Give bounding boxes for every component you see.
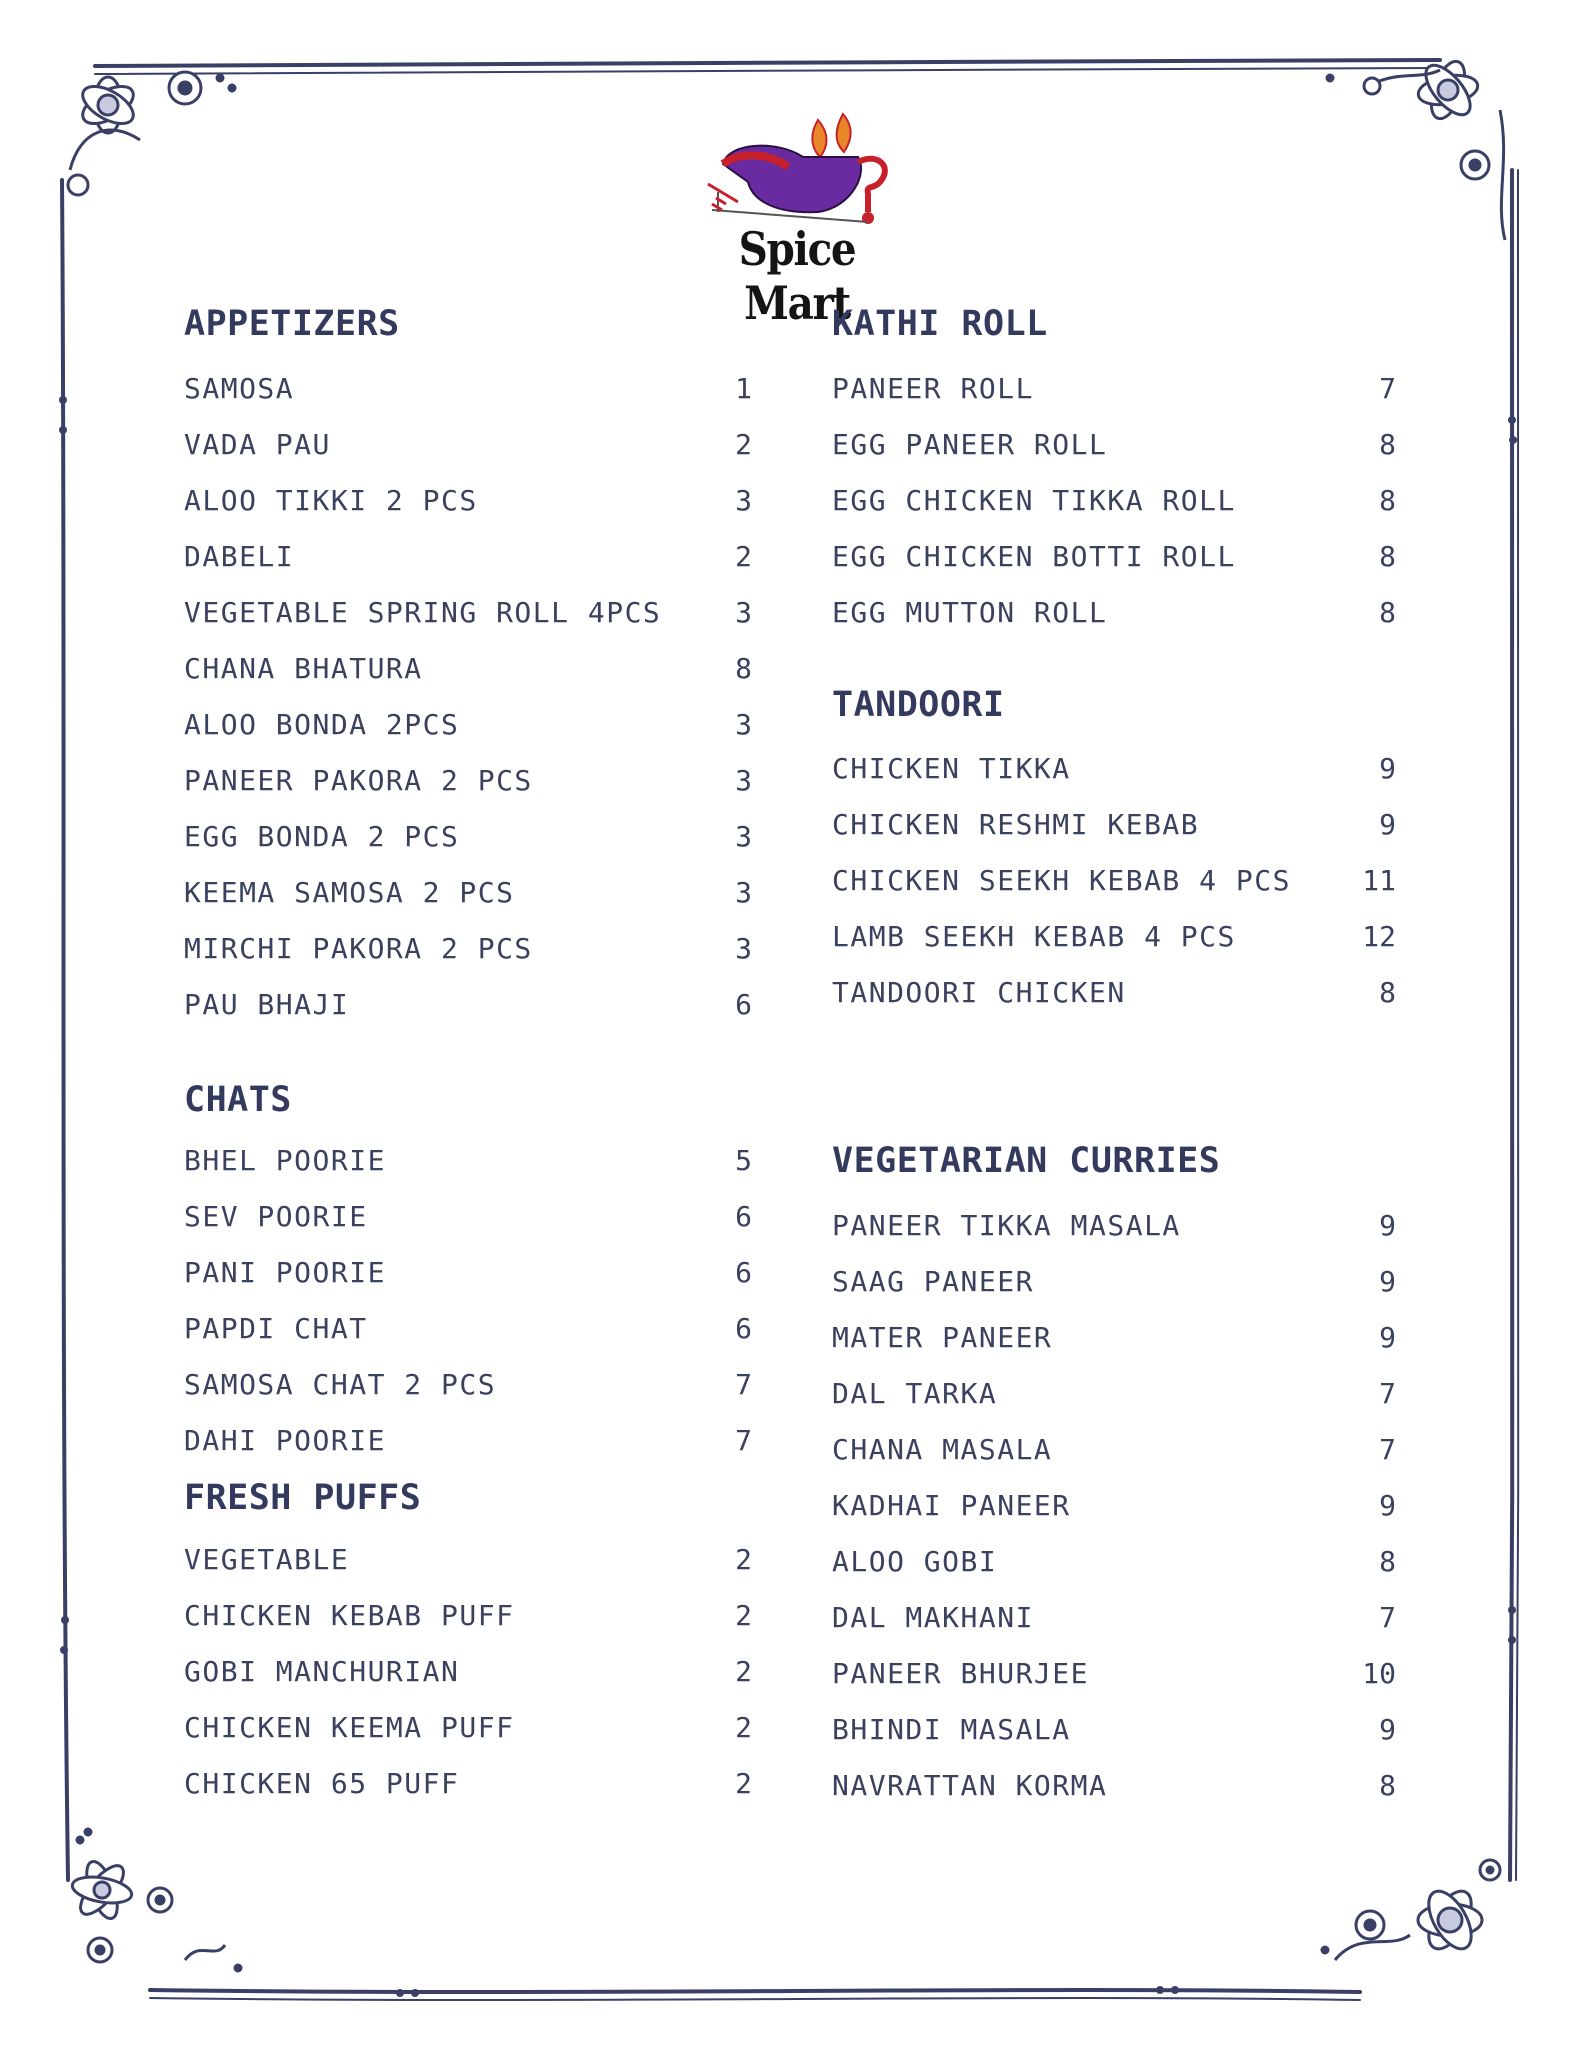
item-name: MIRCHI PAKORA 2 PCS bbox=[184, 932, 533, 965]
item-name: PAPDI CHAT bbox=[184, 1312, 368, 1345]
flower-corner-bottom-right bbox=[1322, 1860, 1500, 1960]
menu-item bbox=[832, 1769, 1396, 1809]
item-name: PANI POORIE bbox=[184, 1256, 386, 1289]
menu-item bbox=[184, 1312, 752, 1352]
menu-item bbox=[184, 1655, 752, 1695]
item-price: 7 bbox=[735, 1368, 752, 1401]
menu-item bbox=[832, 1601, 1396, 1641]
menu-item bbox=[184, 1711, 752, 1751]
section-title: APPETIZERS bbox=[184, 304, 400, 344]
menu-item bbox=[832, 484, 1396, 524]
item-name: LAMB SEEKH KEBAB 4 PCS bbox=[832, 920, 1236, 953]
brand-logo bbox=[668, 112, 926, 330]
menu-item bbox=[184, 820, 752, 860]
item-name: DAL TARKA bbox=[832, 1377, 998, 1410]
menu-item bbox=[184, 1767, 752, 1807]
item-price: 3 bbox=[735, 820, 752, 853]
item-price: 2 bbox=[735, 1599, 752, 1632]
item-price: 6 bbox=[735, 988, 752, 1021]
item-price: 3 bbox=[735, 708, 752, 741]
item-price: 2 bbox=[735, 540, 752, 573]
menu-item bbox=[832, 1657, 1396, 1697]
item-price: 6 bbox=[735, 1312, 752, 1345]
item-name: BHINDI MASALA bbox=[832, 1713, 1071, 1746]
item-price: 8 bbox=[1379, 428, 1396, 461]
item-name: PANEER PAKORA 2 PCS bbox=[184, 764, 533, 797]
item-price: 8 bbox=[1379, 1769, 1396, 1802]
item-price: 7 bbox=[1379, 1377, 1396, 1410]
item-name: PANEER ROLL bbox=[832, 372, 1034, 405]
item-price: 6 bbox=[735, 1200, 752, 1233]
menu-item bbox=[184, 540, 752, 580]
item-price: 2 bbox=[735, 1711, 752, 1744]
menu-item bbox=[832, 1545, 1396, 1585]
menu-item bbox=[184, 596, 752, 636]
menu-item bbox=[832, 372, 1396, 412]
menu-item bbox=[184, 764, 752, 804]
menu-item bbox=[832, 428, 1396, 468]
item-price: 5 bbox=[735, 1144, 752, 1177]
item-name: CHICKEN RESHMI KEBAB bbox=[832, 808, 1200, 841]
item-name: CHICKEN 65 PUFF bbox=[184, 1767, 460, 1800]
menu-item bbox=[184, 484, 752, 524]
item-name: SAMOSA bbox=[184, 372, 295, 405]
item-price: 9 bbox=[1379, 1209, 1396, 1242]
item-name: CHICKEN KEEMA PUFF bbox=[184, 1711, 515, 1744]
item-name: CHICKEN SEEKH KEBAB 4 PCS bbox=[832, 864, 1291, 897]
menu-item bbox=[832, 920, 1396, 960]
item-price: 8 bbox=[735, 652, 752, 685]
item-name: ALOO GOBI bbox=[832, 1545, 998, 1578]
section-title: KATHI ROLL bbox=[832, 304, 1048, 344]
item-name: EGG CHICKEN BOTTI ROLL bbox=[832, 540, 1236, 573]
item-name: VEGETABLE bbox=[184, 1543, 350, 1576]
menu-item bbox=[184, 1543, 752, 1583]
item-price: 2 bbox=[735, 1655, 752, 1688]
item-name: CHANA BHATURA bbox=[184, 652, 423, 685]
item-name: VEGETABLE SPRING ROLL 4PCS bbox=[184, 596, 662, 629]
menu-item bbox=[832, 1713, 1396, 1753]
section-title: CHATS bbox=[184, 1080, 292, 1120]
item-name: VADA PAU bbox=[184, 428, 331, 461]
menu-item bbox=[184, 652, 752, 692]
menu-item bbox=[184, 708, 752, 748]
item-price: 11 bbox=[1362, 864, 1396, 897]
item-name: PAU BHAJI bbox=[184, 988, 350, 1021]
item-name: KADHAI PANEER bbox=[832, 1489, 1071, 1522]
item-name: KEEMA SAMOSA 2 PCS bbox=[184, 876, 515, 909]
menu-item bbox=[184, 1144, 752, 1184]
item-price: 3 bbox=[735, 932, 752, 965]
menu-item bbox=[184, 372, 752, 412]
item-name: ALOO BONDA 2PCS bbox=[184, 708, 460, 741]
item-name: EGG CHICKEN TIKKA ROLL bbox=[832, 484, 1236, 517]
item-price: 2 bbox=[735, 1767, 752, 1800]
item-price: 2 bbox=[735, 1543, 752, 1576]
item-price: 8 bbox=[1379, 484, 1396, 517]
menu-item bbox=[832, 1321, 1396, 1361]
flower-corner-top-right bbox=[1327, 57, 1505, 240]
menu-item bbox=[832, 752, 1396, 792]
menu-item bbox=[184, 932, 752, 972]
menu-item bbox=[184, 428, 752, 468]
item-name: NAVRATTAN KORMA bbox=[832, 1769, 1108, 1802]
menu-item bbox=[184, 876, 752, 916]
menu-item bbox=[184, 1368, 752, 1408]
item-price: 9 bbox=[1379, 808, 1396, 841]
menu-item bbox=[832, 864, 1396, 904]
item-price: 6 bbox=[735, 1256, 752, 1289]
item-price: 9 bbox=[1379, 1713, 1396, 1746]
menu-item bbox=[184, 1599, 752, 1639]
item-name: EGG PANEER ROLL bbox=[832, 428, 1108, 461]
item-price: 1 bbox=[735, 372, 752, 405]
menu-item bbox=[832, 1265, 1396, 1305]
item-name: EGG MUTTON ROLL bbox=[832, 596, 1108, 629]
menu-item bbox=[184, 1200, 752, 1240]
item-price: 3 bbox=[735, 596, 752, 629]
item-price: 3 bbox=[735, 764, 752, 797]
item-name: TANDOORI CHICKEN bbox=[832, 976, 1126, 1009]
flower-corner-top-left bbox=[68, 72, 235, 195]
item-name: SEV POORIE bbox=[184, 1200, 368, 1233]
menu-item bbox=[184, 1424, 752, 1464]
menu-item bbox=[832, 1377, 1396, 1417]
item-price: 10 bbox=[1362, 1657, 1396, 1690]
item-name: ALOO TIKKI 2 PCS bbox=[184, 484, 478, 517]
section-title: TANDOORI bbox=[832, 685, 1005, 725]
menu-item bbox=[832, 976, 1396, 1016]
menu-item bbox=[832, 540, 1396, 580]
item-name: DAHI POORIE bbox=[184, 1424, 386, 1457]
item-name: CHICKEN KEBAB PUFF bbox=[184, 1599, 515, 1632]
item-name: EGG BONDA 2 PCS bbox=[184, 820, 460, 853]
item-name: PANEER TIKKA MASALA bbox=[832, 1209, 1181, 1242]
section-title: FRESH PUFFS bbox=[184, 1478, 422, 1518]
menu-item bbox=[832, 596, 1396, 636]
section-title: VEGETARIAN CURRIES bbox=[832, 1141, 1221, 1181]
menu-item bbox=[184, 1256, 752, 1296]
item-price: 3 bbox=[735, 484, 752, 517]
item-name: GOBI MANCHURIAN bbox=[184, 1655, 460, 1688]
brand-name: Spice Mart bbox=[738, 222, 856, 330]
menu-item bbox=[832, 1433, 1396, 1473]
item-name: DABELI bbox=[184, 540, 295, 573]
item-name: MATER PANEER bbox=[832, 1321, 1053, 1354]
item-name: BHEL POORIE bbox=[184, 1144, 386, 1177]
item-price: 3 bbox=[735, 876, 752, 909]
item-price: 9 bbox=[1379, 1265, 1396, 1298]
item-price: 12 bbox=[1362, 920, 1396, 953]
item-name: CHICKEN TIKKA bbox=[832, 752, 1071, 785]
item-price: 9 bbox=[1379, 1489, 1396, 1522]
item-price: 9 bbox=[1379, 1321, 1396, 1354]
item-price: 7 bbox=[1379, 1601, 1396, 1634]
item-name: CHANA MASALA bbox=[832, 1433, 1053, 1466]
menu-item bbox=[832, 1489, 1396, 1529]
item-price: 7 bbox=[1379, 1433, 1396, 1466]
diya-lamp-icon bbox=[668, 112, 926, 232]
item-name: SAAG PANEER bbox=[832, 1265, 1034, 1298]
item-price: 8 bbox=[1379, 540, 1396, 573]
item-name: SAMOSA CHAT 2 PCS bbox=[184, 1368, 497, 1401]
item-price: 8 bbox=[1379, 1545, 1396, 1578]
item-price: 2 bbox=[735, 428, 752, 461]
menu-item bbox=[832, 808, 1396, 848]
menu-item bbox=[832, 1209, 1396, 1249]
item-price: 8 bbox=[1379, 976, 1396, 1009]
item-price: 7 bbox=[1379, 372, 1396, 405]
item-price: 7 bbox=[735, 1424, 752, 1457]
item-price: 8 bbox=[1379, 596, 1396, 629]
menu-item bbox=[184, 988, 752, 1028]
item-name: PANEER BHURJEE bbox=[832, 1657, 1090, 1690]
flower-corner-bottom-left bbox=[70, 1829, 241, 1971]
item-name: DAL MAKHANI bbox=[832, 1601, 1034, 1634]
item-price: 9 bbox=[1379, 752, 1396, 785]
